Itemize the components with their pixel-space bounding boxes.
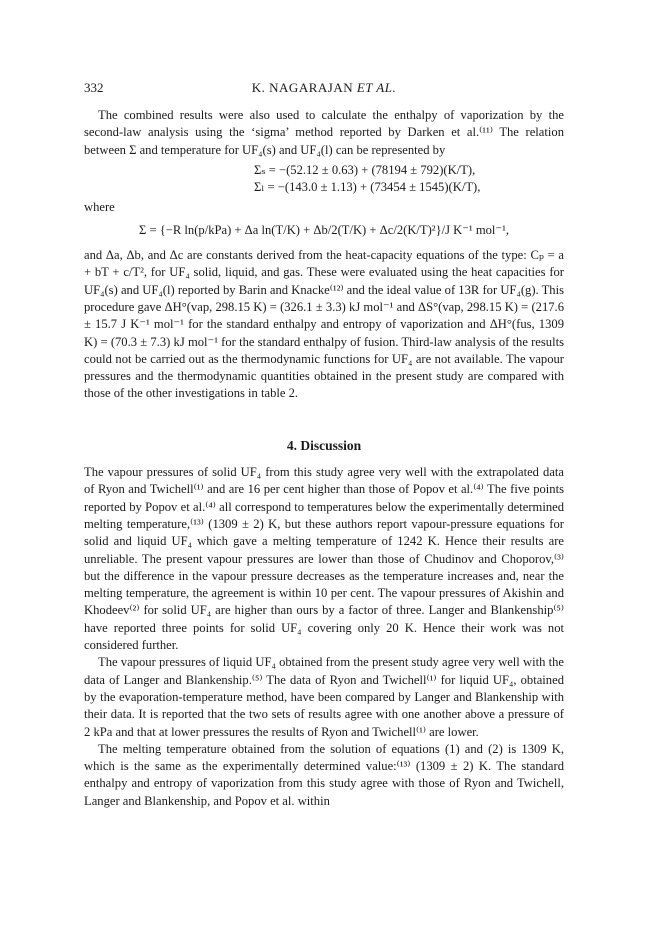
equation-sigma-definition: Σ = {−R ln(p/kPa) + Δa ln(T/K) + Δb/2(T/K) + Δc/2(K/T)²}/J K⁻¹ mol⁻¹, <box>138 222 510 237</box>
sigma-equations <box>254 162 564 197</box>
page-header <box>84 80 564 98</box>
body-text <box>84 107 564 810</box>
equation-sigma-solid: Σₛ = −(52.12 ± 0.63) + (78194 ± 792)(K/T), <box>254 162 476 177</box>
paragraph-heat-capacity: and Δa, Δb, and Δc are constants derived from the heat-capacity equations of the type: Cₚ = a + bT + c/T², for UF₄ solid, liquid, and gas. These were evaluated using the heat capacities for UF₄(s) and UF₄(l) reported by Barin and Knacke⁽¹²⁾ and the ideal value of 13R for UF₄(g). This procedure gave ΔH°(vap, 298.15 K) = (326.1 ± 3.3) kJ mol⁻¹ and ΔS°(vap, 298.15 K) = (217.6 ± 15.7 J K⁻¹ mol⁻¹ for the standard enthalpy and entropy of vaporization and ΔH°(fus, 1309 K) = (70.3 ± 7.3) kJ mol⁻¹ for the standard enthalpy of fusion. Third-law analysis of the results could not be carried out as the thermodynamic functions for UF₄ are not available. The vapour pressures and the thermodynamic quantities obtained in the present study are compared with those of the other investigations in table 2. <box>84 248 564 401</box>
paragraph-vapour-pressure-solid: The vapour pressures of solid UF₄ from this study agree very well with the extrapolated data of Ryon and Twichell⁽¹⁾ and are 16 per cent higher than those of Popov et al.⁽⁴⁾ The five points reported by Popov et al.⁽⁴⁾ all correspond to temperatures below the experimentally determined melting temperature,⁽¹³⁾ (1309 ± 2) K, but these authors report vapour-pressure equations for solid and liquid UF₄ which gave a melting temperature of 1242 K. Hence their results are unreliable. The present vapour pressures are lower than those of Chudinov and Choporov,⁽³⁾ but the difference in the vapour pressure decreases as the temperature increases and, near the melting temperature, the agreement is within 10 per cent. The vapour pressures of Akishin and Khodeev⁽²⁾ for solid UF₄ are higher than ours by a factor of three. Langer and Blankenship⁽⁵⁾ have reported three points for solid UF₄ covering only 20 K. Hence their work was not considered further. <box>84 465 564 653</box>
paragraph-vapour-pressure-liquid: The vapour pressures of liquid UF₄ obtained from the present study agree very well with the data of Langer and Blankenship.⁽⁵⁾ The data of Ryon and Twichell⁽¹⁾ for liquid UF₄, obtained by the evaporation-temperature method, have been compared by Langer and Blankenship with their data. It is reported that the two sets of results agree with one another above a pressure of 2 kPa and that at lower pressures the results of Ryon and Twichell⁽¹⁾ are lower. <box>84 655 564 739</box>
section-title-discussion: 4. Discussion <box>286 437 362 453</box>
running-head-author: K. NAGARAJAN <box>251 80 354 95</box>
equation-sigma-liquid: Σₗ = −(143.0 ± 1.13) + (73454 ± 1545)(K/T), <box>254 180 481 195</box>
page-number: 332 <box>84 80 104 95</box>
paragraph-sigma-method: The combined results were also used to calculate the enthalpy of vaporization by the second-law analysis using the ‘sigma’ method reported by Darken et al.⁽¹¹⁾ The relation between Σ and temperature for UF₄(s) and UF₄(l) can be represented by <box>84 108 564 157</box>
running-head-etal: ET AL. <box>356 80 397 95</box>
paragraph-melting-temperature: The melting temperature obtained from the solution of equations (1) and (2) is 1309 K, which is the same as the experimentally determined value:⁽¹³⁾ (1309 ± 2) K. The standard enthalpy and entropy of vaporization from this study agree with those of Ryon and Twichell, Langer and Blankenship, and Popov et al. within <box>84 741 564 808</box>
where-label: where <box>84 200 115 215</box>
running-head <box>84 80 564 96</box>
